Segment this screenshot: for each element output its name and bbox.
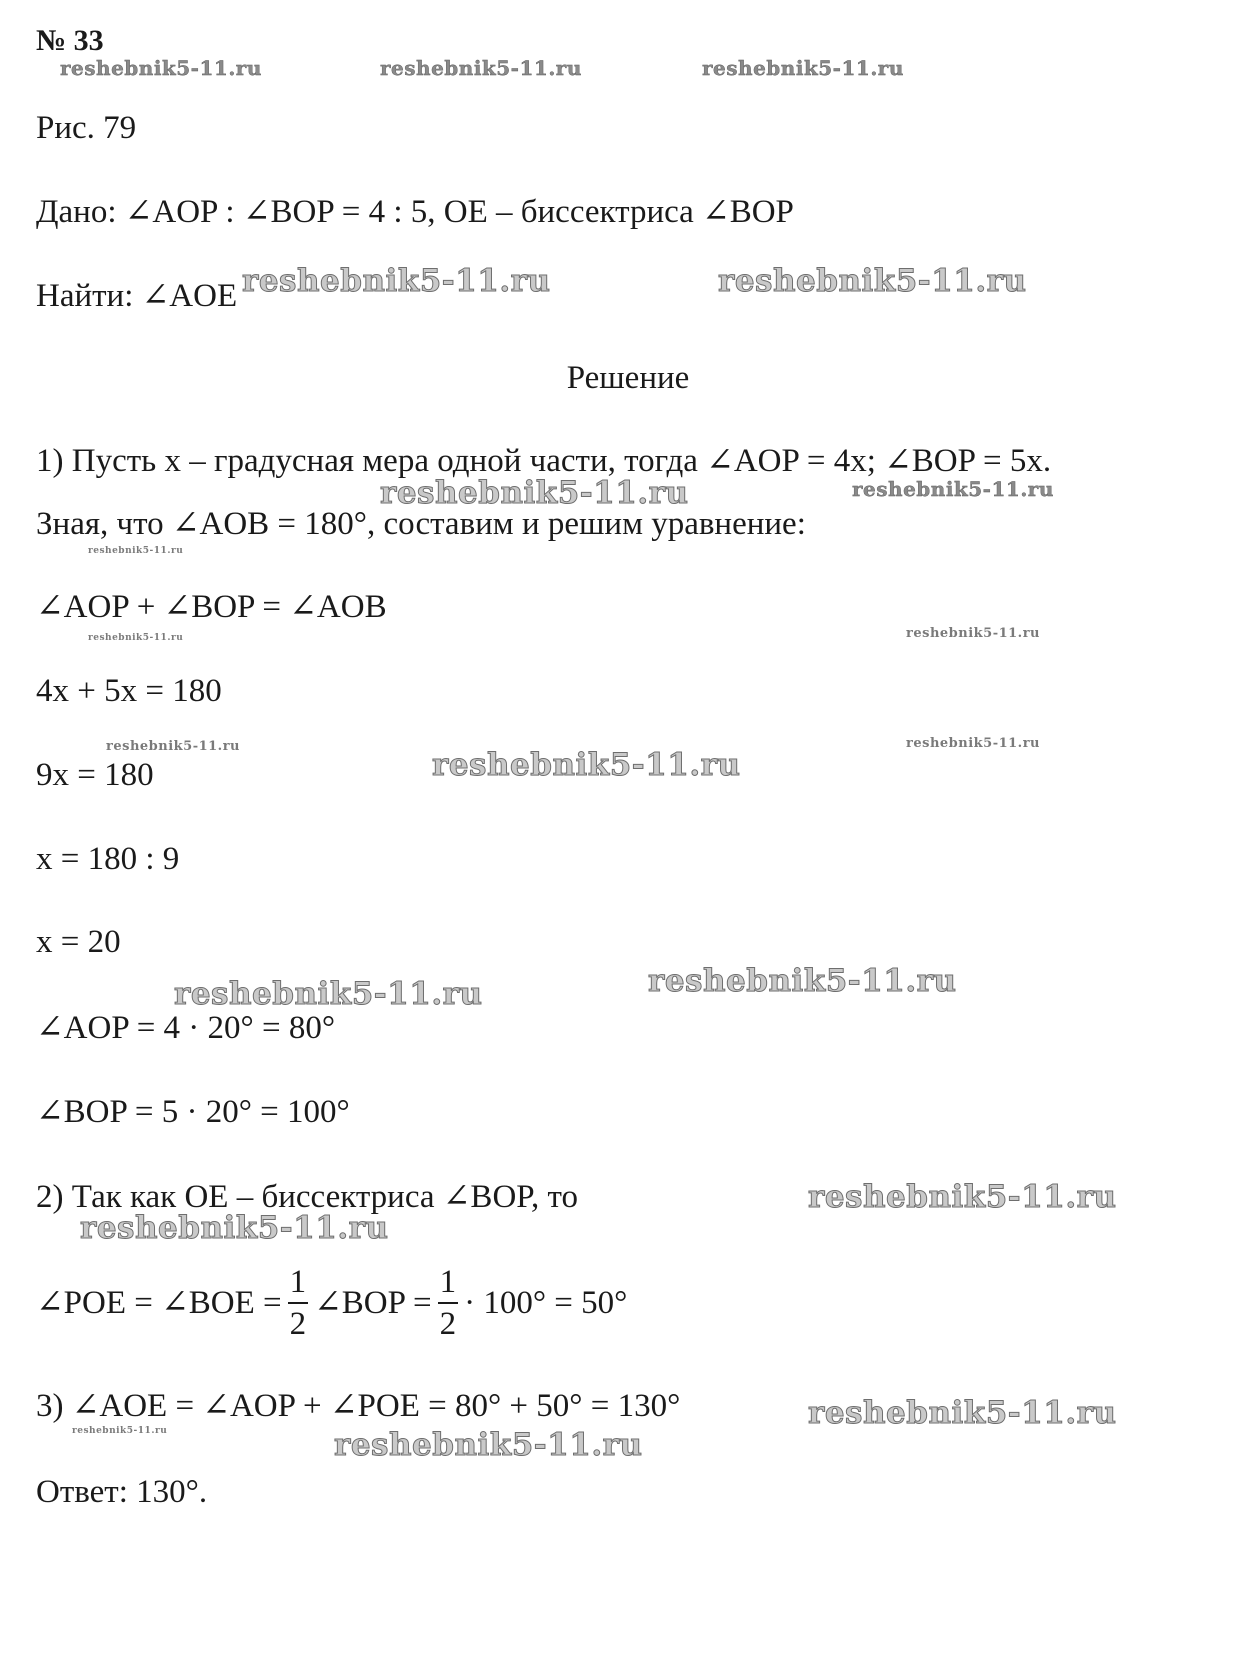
answer-line: Ответ: 130°. xyxy=(36,1474,208,1510)
watermark: reshebnik5-11.ru xyxy=(88,546,184,556)
problem-number: № 33 xyxy=(36,24,104,57)
figure-reference: Рис. 79 xyxy=(36,110,137,146)
equation-5: x = 20 xyxy=(36,924,121,960)
watermark: reshebnik5-11.ru xyxy=(380,475,689,511)
watermark: reshebnik5-11.ru xyxy=(106,739,241,754)
formula-part1: ∠POE = ∠BOE = xyxy=(36,1285,282,1321)
watermark: reshebnik5-11.ru xyxy=(648,963,957,999)
watermark: reshebnik5-11.ru xyxy=(808,1395,1117,1431)
watermark: reshebnik5-11.ru xyxy=(906,626,1041,641)
watermark: reshebnik5-11.ru xyxy=(852,477,1054,501)
fraction-half-1 xyxy=(288,1266,309,1341)
watermark: reshebnik5-11.ru xyxy=(242,263,551,299)
step2-line: 2) Так как OE – биссектриса ∠BOP, то xyxy=(36,1179,578,1215)
watermark: reshebnik5-11.ru xyxy=(718,263,1027,299)
equation-3: 9x = 180 xyxy=(36,757,154,793)
watermark: reshebnik5-11.ru xyxy=(80,1210,389,1246)
formula-part2: ∠BOP = xyxy=(314,1285,432,1321)
watermark: reshebnik5-11.ru xyxy=(380,56,582,80)
step1-line2: Зная, что ∠AOB = 180°, составим и решим уравнение: xyxy=(36,506,806,542)
step1-line1: 1) Пусть x – градусная мера одной части, тогда ∠AOP = 4x; ∠BOP = 5x. xyxy=(36,443,1052,479)
watermark: reshebnik5-11.ru xyxy=(702,56,904,80)
watermark: reshebnik5-11.ru xyxy=(808,1179,1117,1215)
equation-7: ∠BOP = 5 · 20° = 100° xyxy=(36,1094,350,1130)
watermark: reshebnik5-11.ru xyxy=(174,976,483,1012)
formula-part3: · 100° = 50° xyxy=(464,1285,628,1321)
given-line: Дано: ∠AOP : ∠BOP = 4 : 5, OE – биссектриса ∠BOP xyxy=(36,194,794,230)
fraction-numerator: 1 xyxy=(438,1266,459,1304)
step2-formula xyxy=(36,1266,627,1341)
watermark: reshebnik5-11.ru xyxy=(60,56,262,80)
fraction-numerator: 1 xyxy=(288,1266,309,1304)
watermark: reshebnik5-11.ru xyxy=(334,1427,643,1463)
fraction-denominator: 2 xyxy=(439,1306,457,1342)
fraction-denominator: 2 xyxy=(289,1306,307,1342)
step3-line: 3) ∠AOE = ∠AOP + ∠POE = 80° + 50° = 130° xyxy=(36,1388,681,1424)
equation-1: ∠AOP + ∠BOP = ∠AOB xyxy=(36,589,387,625)
find-line: Найти: ∠AOE xyxy=(36,278,238,314)
watermark: reshebnik5-11.ru xyxy=(88,633,184,643)
equation-2: 4x + 5x = 180 xyxy=(36,673,222,709)
equation-4: x = 180 : 9 xyxy=(36,841,180,877)
watermark: reshebnik5-11.ru xyxy=(906,736,1041,751)
solution-heading: Решение xyxy=(566,360,690,396)
watermark: reshebnik5-11.ru xyxy=(72,1426,168,1436)
watermark: reshebnik5-11.ru xyxy=(432,747,741,783)
fraction-half-2 xyxy=(438,1266,459,1341)
equation-6: ∠AOP = 4 · 20° = 80° xyxy=(36,1010,336,1046)
